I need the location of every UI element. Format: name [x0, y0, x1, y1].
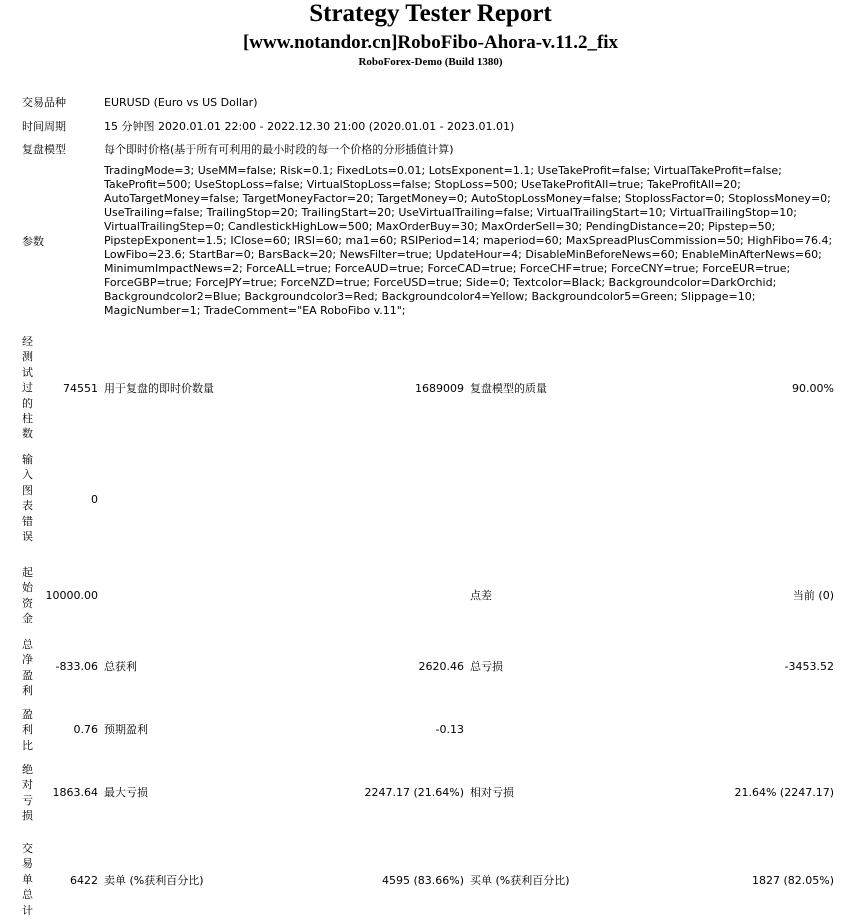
trades-value: 6422 — [70, 874, 98, 887]
period-label: 时间周期 — [22, 120, 66, 133]
netprofit-label: 总净盈利 — [22, 638, 33, 698]
long-value: 1827 (82.05%) — [751, 874, 834, 887]
reldd-label: 相对亏损 — [470, 786, 514, 799]
payoff-value: -0.13 — [435, 723, 464, 736]
maxdd-label: 最大亏损 — [104, 786, 148, 799]
model-value: 每个即时价格(基于所有可利用的最小时段的每一个价格的分形插值计算) — [104, 143, 454, 156]
grossprofit-label: 总获利 — [104, 660, 137, 673]
reldd-value: 21.64% (2247.17) — [734, 786, 834, 799]
absdd-label: 绝对亏损 — [22, 763, 33, 823]
grossloss-value: -3453.52 — [784, 660, 834, 673]
params-value: TradingMode=3; UseMM=false; Risk=0.1; FixedLots=0.01; LotsExponent=1.1; UseTakeProfit=false; VirtualTakeProfit=false; TakeProfit=500; UseStopLoss=false; VirtualStopLoss=false; StopLoss=500; UseTakeProfitAll=true; TakeProfitAll=20; AutoTargetMoney=false; TargetMoneyFactor=20; TargetMoney=0; AutoStopLossMoney=false; StoplossFactor=0; StoplossMoney=0; UseTrailing=false; TrailingStop=20; TrailingStart=20; UseVirtualTrailing=false; VirtualTrailingStart=10; VirtualTrailingStop=10; VirtualTrailingStep=0; CandlestickHighLow=500; MaxOrderBuy=30; MaxOrderSell=30; PendingDistance=20; Pipstep=50; PipstepExponent=1.5; IClose=60; IRSI=60; ma1=60; RSIPeriod=14; maperiod=60; MaxSpreadPlusCommission=50; HighFibo=76.4; LowFibo=23.6; StartBar=0; BarsBack=20; NewsFilter=true; UpdateHour=4; DisableMinBeforeNews=60; EnableMinAfterNews=60; MinimumImpactNews=2; ForceALL=true; ForceAUD=true; ForceCAD=true; ForceCHF=true; ForceCNY=true; ForceEUR=true; ForceGBP=true; ForceJPY=true; ForceNZD=true; ForceUSD=true; Side=0; Textcolor=Black; Backgroundcolor=DarkOrchid; Backgroundcolor2=Blue; Backgroundcolor3=Red; Backgroundcolor4=Yellow; Backgroundcolor5=Green; Slippage=10; MagicNumber=1; TradeComment="EA RoboFibo v.11"; — [104, 164, 833, 317]
bars-label: 经测试过的柱数 — [22, 335, 33, 441]
deposit-label: 起始资金 — [22, 566, 33, 626]
spread-label: 点差 — [470, 589, 492, 602]
grossprofit-value: 2620.46 — [418, 660, 464, 673]
report-title: Strategy Tester Report — [309, 0, 552, 27]
ticks-value: 1689009 — [415, 382, 464, 395]
errors-value: 0 — [91, 493, 98, 506]
expert-name: [www.notandor.cn]RoboFibo-Ahora-v.11.2_fix — [242, 32, 619, 53]
short-value: 4595 (83.66%) — [381, 874, 464, 887]
quality-value: 90.00% — [792, 382, 834, 395]
symbol-value: EURUSD (Euro vs US Dollar) — [104, 96, 258, 109]
short-label: 卖单 (%获利百分比) — [104, 874, 204, 887]
params-label: 参数 — [22, 235, 44, 248]
server-build: RoboForex-Demo (Build 1380) — [358, 56, 503, 68]
errors-label: 输入图表错误 — [22, 453, 33, 544]
grossloss-label: 总亏损 — [470, 660, 503, 673]
pf-value: 0.76 — [73, 723, 98, 736]
bars-value: 74551 — [63, 382, 98, 395]
deposit-value: 10000.00 — [45, 589, 98, 602]
payoff-label: 预期盈利 — [104, 723, 148, 736]
maxdd-value: 2247.17 (21.64%) — [364, 786, 464, 799]
pf-label: 盈利比 — [22, 708, 33, 752]
long-label: 买单 (%获利百分比) — [470, 874, 570, 887]
ticks-label: 用于复盘的即时价数量 — [104, 382, 214, 395]
quality-label: 复盘模型的质量 — [470, 382, 547, 395]
symbol-label: 交易品种 — [22, 96, 66, 109]
period-value: 15 分钟图 2020.01.01 22:00 - 2022.12.30 21:00 (2020.01.01 - 2023.01.01) — [104, 120, 515, 133]
trades-label: 交易单总计 — [22, 842, 33, 917]
absdd-value: 1863.64 — [52, 786, 98, 799]
model-label: 复盘模型 — [22, 143, 66, 156]
spread-value: 当前 (0) — [792, 589, 834, 602]
netprofit-value: -833.06 — [55, 660, 98, 673]
